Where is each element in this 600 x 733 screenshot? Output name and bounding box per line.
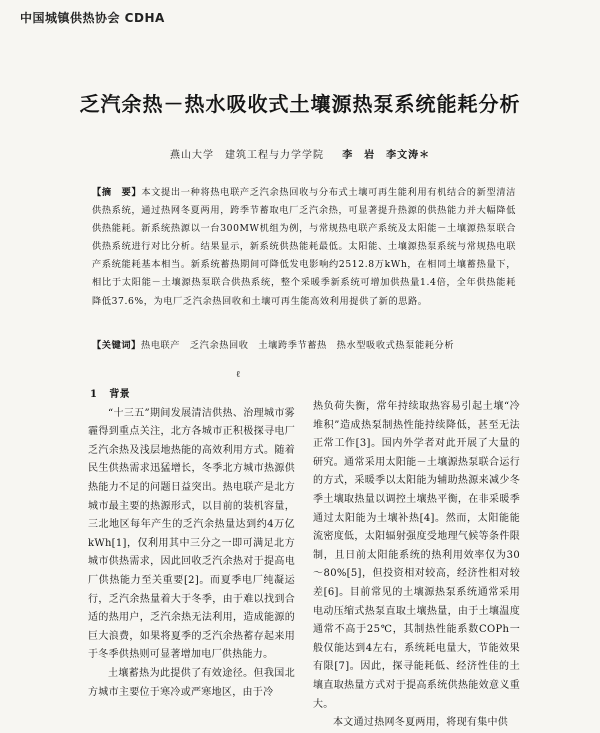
right-paragraph-1: 热负荷失衡，常年持续取热容易引起土壤“冷堆积”造成热泵制热性能持续降低，甚至无法正常工作[3]。国内外学者对此开展了大量的研究。通常采用太阳能－土壤源热泵联合运行的方式，采暖季以太阳能为辅助热源来减少冬季土壤取热量以调控土壤热平衡，在非采暖季通过太阳能为土壤补热[4]。然而，太阳能能流密度低，太阳辐射强度受地理气候等条件限制，且日前太阳能系统的热利用效率仅为30～80%[5]，但投资相对较高，经济性相对较差[6]。目前常见的土壤源热泵系统通常采用电动压缩式热泵直取土壤热量，由于土壤温度通常不高于25℃，其制热性能系数COPh一般仅能达到4左右，系统耗电量大，节能效果有限[7]。因此，探寻能耗低、经济性佳的土壤直取热量方式对于提高系统供热能效意义重大。 (313, 401, 520, 710)
section-number: 1 (90, 389, 98, 400)
left-column (88, 386, 295, 702)
margin-mark: ℓ (236, 370, 241, 380)
section-title: 背景 (109, 389, 130, 400)
keywords-tag: 【关键词】 (92, 340, 141, 351)
author-names: 李 岩 李文涛＊ (342, 150, 431, 161)
abstract (92, 184, 516, 311)
right-paragraph-2: 本文通过热网冬夏两用，将现有集中供 (333, 717, 509, 729)
right-column (313, 398, 520, 733)
keywords-text: 热电联产 乏汽余热回收 土壤跨季节蓄热 热水型吸收式热泵能耗分析 (140, 340, 455, 351)
keywords (92, 337, 516, 355)
abstract-tag: 【摘 要】 (92, 187, 142, 198)
affiliation: 燕山大学 建筑工程与力学学院 (170, 150, 324, 161)
author-line (170, 146, 444, 161)
abstract-text: 本文提出一种将热电联产乏汽余热回收与分布式土壤可再生能利用有机结合的新型清洁供热系统，通过热网冬夏两用，跨季节蓄取电厂乏汽余热，可显著提升热源的供热能力并大幅降低供热能耗。新系统热源以一台300MW机组为例，与常规热电联产系统及太阳能－土壤源热泵联合供热系统进行对比分析。结果显示，新系统供热能耗最低。太阳能、土壤源热泵系统与常规热电联产系统能耗基本相当。新系统蓄热期间可降低发电影响约2512.8万kWh，在相同土壤蓄热量下，相比于太阳能－土壤源热泵联合供热系统，整个采暖季新系统可增加供热量1.4倍，全年供热能耗降低37.6%，为电厂乏汽余热回收和土壤可再生能高效利用提供了新的思路。 (92, 187, 516, 307)
journal-header: 中国城镇供热协会 CDHA (20, 11, 165, 25)
left-paragraph-2: 土壤蓄热为此提供了有效途径。但我国北方城市主要位于寒冷或严寒地区，由于冷 (88, 667, 295, 698)
section-heading (88, 386, 295, 405)
left-paragraph-1: “十三五”期间发展清洁供热、治理城市雾霾得到重点关注，北方各城市正积极探寻电厂乏汽余热及浅层地热能的高效利用方式。随着民生供热需求迅猛增长，冬季北方城市热源供热能力不足的问题日益突出。热电联产是北方城市最主要的热源形式，以目前的装机容量，三北地区每年产生的乏汽余热量达到约4万亿kWh[1]，仅利用其中三分之一即可满足北方城市供热需求，因此回收乏汽余热对于提高电厂供热能力至关重要[2]。而夏季电厂纯凝运行，乏汽余热量着大于冬季，由于难以找到合适的热用户，乏汽余热无法利用，造成能源的巨大浪费，如果将夏季的乏汽余热蓄存起来用于冬季供热则可显著增加电厂供热能力。 (88, 407, 295, 661)
paper-title: 乏汽余热－热水吸收式土壤源热泵系统能耗分析 (79, 92, 521, 116)
